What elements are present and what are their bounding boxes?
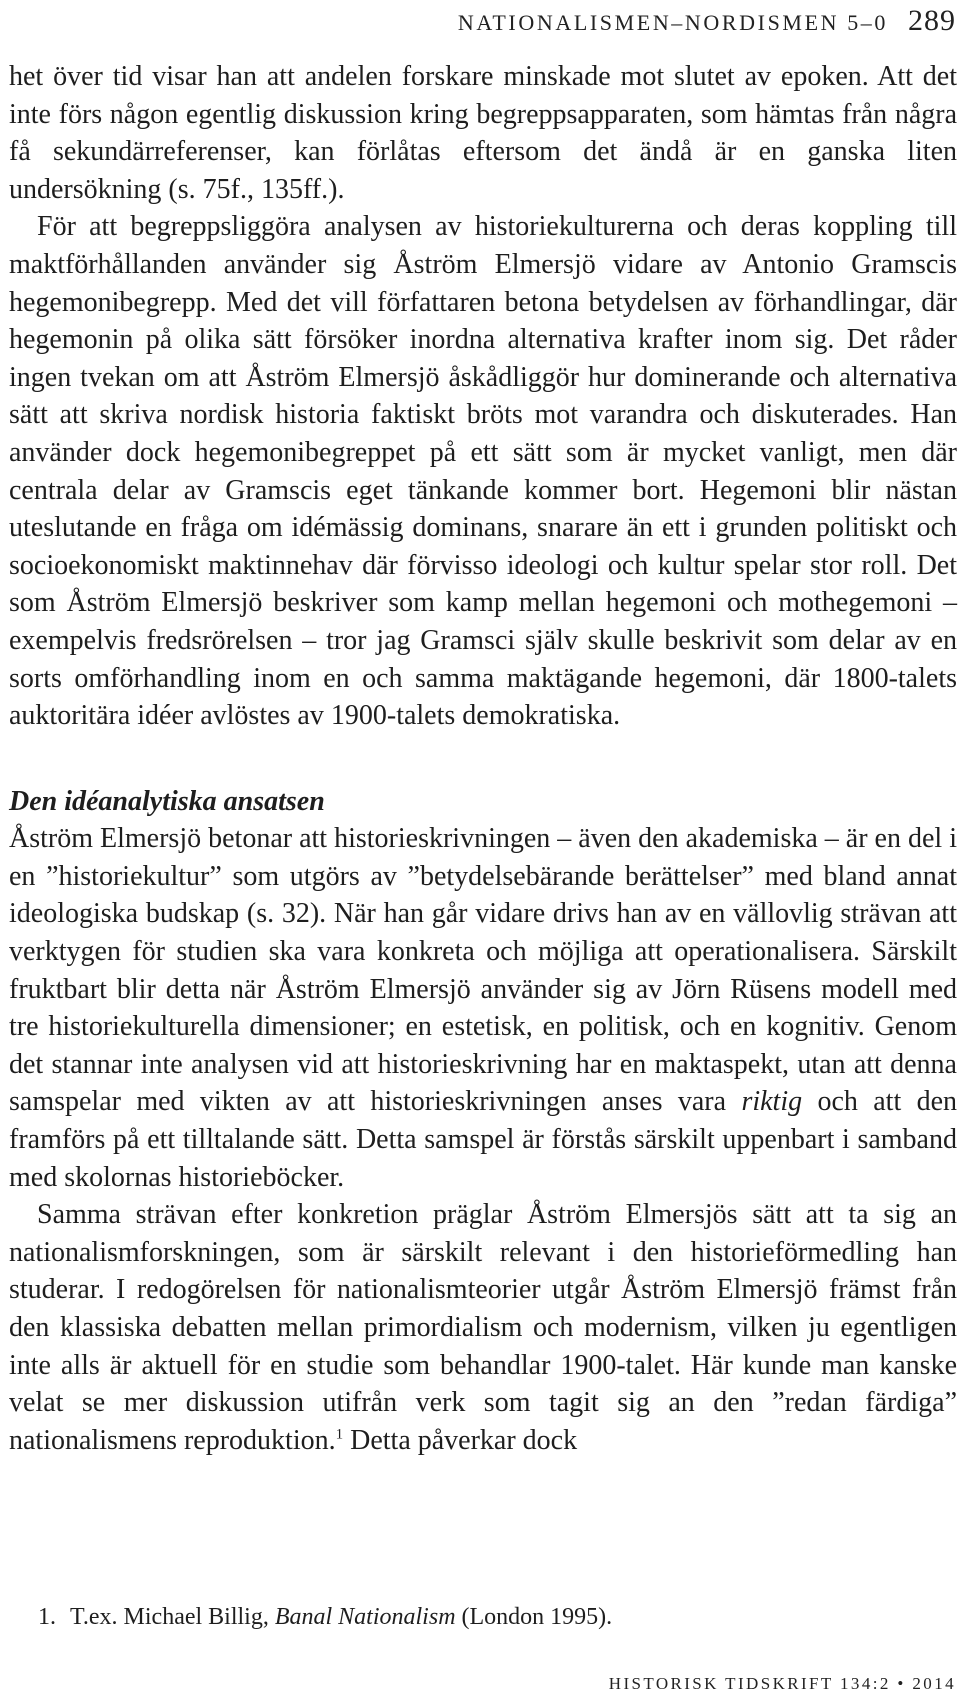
paragraph-text: Detta påverkar dock xyxy=(350,1424,578,1456)
page-number: 289 xyxy=(908,4,956,37)
paragraph-text: Åström Elmersjö betonar att historieskrivningen – även den akademiska – är en del i en ”historiekultur” som utgörs av ”betydelsebärande berättelser” med bland annat ideologiska budskap (s. 32). När han går vidare drivs han av en vällovlig strävan att verktygen för studien ska vara konkreta och möjliga att operationalisera. Särskilt fruktbart blir detta när Åström Elmersjö använder sig av Jörn Rüsens modell med tre historiekulturella dimensioner; en estetisk, en politisk, och en kognitiv. Genom det stannar inte analysen vid att historieskrivning har en maktaspekt, utan att denna samspelar med vikten av att historieskrivningen anses vara xyxy=(9,823,957,1118)
paragraph-text: och att den framförs på ett tilltalande sätt. Detta samspel är förstås särskilt uppenbart i samband med skolornas historieböcker. xyxy=(9,1086,958,1193)
section-heading: Den idéanalytiska ansatsen xyxy=(9,785,325,817)
emphasis-word: riktig xyxy=(741,1086,803,1118)
footnote-text: (London 1995). xyxy=(461,1604,613,1630)
footnote-text: T.ex. Michael Billig, xyxy=(70,1604,269,1630)
footnote-number: 1. xyxy=(38,1604,56,1630)
running-title: NATIONALISMEN–NORDISMEN 5–0 xyxy=(457,10,888,35)
paragraph-nationalism xyxy=(9,1196,957,1459)
paragraph-text: Samma strävan efter konkretion präglar Åström Elmersjös sätt att ta sig an nationalismforskningen, som är särskilt relevant i den historieförmedling han studerar. I redogörelsen för nationalismteorier utgår Åström Elmersjö främst från den klassiska debatten mellan primordialism och modernism, vilken ju egentligen inte alls är aktuell för en studie som behandlar 1900-talet. Här kunde man kanske velat se mer diskussion utifrån verk som tagit sig an den ”redan färdiga” nationalismens reproduktion. xyxy=(9,1199,957,1456)
journal-footer: HISTORISK TIDSKRIFT 134:2 • 2014 xyxy=(608,1674,956,1693)
paragraph-continued: het över tid visar han att andelen forskare minskade mot slutet av epoken. Att det inte förs någon egentlig diskussion kring begreppsapparaten, som hämtas från några få sekundärreferenser, kan förlåtas eftersom det ändå är en ganska liten undersökning (s. 75f., 135ff.). xyxy=(9,61,957,205)
footnote-book-title: Banal Nationalism xyxy=(274,1604,456,1630)
footnote xyxy=(38,1604,612,1631)
body-text xyxy=(9,58,957,1459)
footnote-reference[interactable]: 1 xyxy=(335,1426,344,1443)
paragraph-hegemony: För att begreppsliggöra analysen av historiekulturerna och deras koppling till maktförhållanden använder sig Åström Elmersjö vidare av Antonio Gramscis hegemonibegrepp. Med det vill författaren betona betydelsen av förhandlingar, där hegemonin på olika sätt försöker inordna alternativa krafter inom sig. Det råder ingen tvekan om att Åström Elmersjö åskådliggör hur dominerande och alternativa sätt att skriva nordisk historia faktiskt bröts mot varandra och diskuterades. Han använder dock hegemonibegreppet på ett sätt som är mycket vanligt, men där centrala delar av Gramscis eget tänkande kommer bort. Hegemoni blir nästan uteslutande en fråga om idémässig dominans, snarare än ett i grunden politiskt och socioekonomiskt maktinnehav där förvisso ideologi och kultur spelar stor roll. Det som Åström Elmersjö beskriver som kamp mellan hegemoni och mothegemoni – exempelvis fredsrörelsen – tror jag Gramsci själv skulle beskrivit som delar av en sorts omförhandling inom en och samma maktägande hegemoni, där 1800-talets auktoritära idéer avlöstes av 1900-talets demokratiska. xyxy=(9,211,957,732)
paragraph-historiekultur xyxy=(9,820,957,1196)
running-header xyxy=(458,4,956,38)
